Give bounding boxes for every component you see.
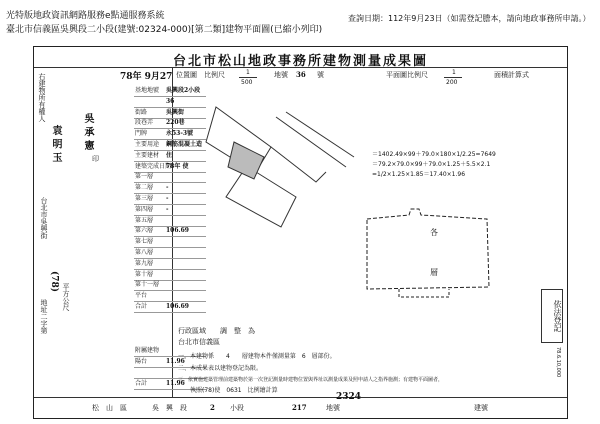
land-number-suffix: 號 [317,71,324,79]
plan-scale-label: 平面圖比例尺 [386,71,428,79]
row-label: 陽台 [135,358,148,365]
row-label: 基地地號 [135,87,160,94]
formula-line-1: ＝1402.49×99＋79.0×180×1/2.25=7649 [372,151,496,158]
row-value: 永53-3號 [166,130,194,138]
registration-stamp: 依法登記 [541,289,563,343]
side-note: 78.6.10,000 [555,347,561,378]
row-value: 吳興段2小段 [166,87,201,94]
row-label: 合計 [135,303,148,310]
admin-district-value: 台北市信義區 [178,338,220,346]
applicant-name: 吳 承 憲 [82,113,93,150]
formula-line-2: ＝79.2×79.0×99＋79.0×1.25＋5.5×2.1 [372,161,491,168]
row-label: 第一層 [135,173,154,181]
row-label: 附屬建物 [135,347,160,354]
formula-line-3: =1/2×1.25×1.85＝17.40×1.96 [372,171,466,178]
row-label: 主要用途 [135,141,160,148]
row-label: 街路 [135,108,148,116]
date-stamp: 78年 9月27 [120,72,173,82]
floor-plan [359,207,494,302]
location-map [176,87,356,237]
row-label: 第七層 [135,238,154,246]
row-value: - [166,184,169,192]
land-number-value: 36 [296,70,306,79]
owner-name-vertical: 袁 明 玉 [50,125,61,162]
address-vertical: 台北市吳興街 [40,197,48,239]
floor-char-2: 層 [430,268,438,277]
footer-build-label: 建號 [474,404,488,412]
footer-district: 松 山 區 [92,404,127,412]
title-rule [34,67,567,68]
owner-title-vertical: 右建物所有權人 [38,73,46,122]
row-value: 住 [166,151,173,159]
plan-scale-top: 1 [452,69,456,76]
row-value: 106.69 [166,303,189,310]
unit-vertical: 平方公尺 [62,283,70,311]
query-date: 查詢日期：112年9月23日（如需登記謄本，請向地政事務所申請。） [348,14,591,23]
document-title: 台北市松山地政事務所建物測量成果圖 [172,54,428,69]
land-number-label: 地號 [274,71,288,79]
row-label: 第五層 [135,216,154,224]
row-label: 第十層 [135,270,154,278]
footer-section: 吳 興 段 [152,404,187,412]
admin-district-label: 行政區域 調 整 為 [178,327,255,335]
plan-scale-bottom: 200 [446,79,458,86]
footer-build-number: 2324 [336,392,362,402]
plan-scale-bar [444,77,462,78]
location-map-label: 位置圖 比例尺 [176,71,225,79]
row-value: - [166,205,169,213]
row-label: 段巷弄 [135,119,154,127]
seal: 印 [92,155,99,163]
footer-sub-number: 2 [210,403,215,412]
row-value: 吳興街 [166,108,185,116]
table-row [134,301,206,313]
row-label: 平台 [135,292,148,300]
row-label: 第六層 [135,227,154,235]
row-value: 11.96 [166,358,185,365]
row-value: 11.96 [166,380,185,387]
footer-sub-label: 小段 [230,404,244,412]
row-label: 第九層 [135,259,154,267]
location-scale-top: 1 [246,69,250,76]
location-scale-bottom: 500 [241,79,253,86]
row-value: 220巷 [166,119,185,127]
footer-land-number: 217 [292,403,307,412]
row-label: 第四層 [135,205,154,213]
header-line-2: 臺北市信義區吳興段二小段(建號:02324-000)[第二類]建物平面圖(已縮小列印) [6,25,323,35]
location-scale-bar [239,77,257,78]
note-4: 執照(78)使 0631 比例繪計算 [190,387,278,394]
row-value: 36 [166,97,175,105]
note-1: 一、本建物係 4 層建物本件僅測量第 6 層部份。 [178,353,336,360]
row-label: 第三層 [135,195,154,202]
floor-char-1: 各 [430,228,438,237]
note-2: 二、本成果表以建物登記為限。 [178,365,263,372]
row-value: 鋼筋混凝土造 [166,141,203,148]
row-label: 門牌 [135,130,148,138]
row-label: 建築完成日期 [135,162,172,170]
row-label: 第二層 [135,184,154,192]
row-value: - [166,195,169,202]
row-value: 78年 使 [166,162,189,170]
row-value: 106.69 [166,227,189,235]
survey-document [33,46,568,419]
header-line-1: 光特版地政資訊網路服務e點通服務系統 [6,11,165,21]
note-3: 三、依實施建築管理前建築物於第一次登記測量時建物位置與界址以測量成果及照申請人之指界施測；有建物平面圖者， [178,377,444,383]
doc-number-vertical: (78) [49,271,59,293]
row-label: 第八層 [135,249,154,256]
row-label: 合計 [135,380,148,387]
area-calc-label: 面積計算式 [494,71,529,79]
row-label: 第十一層 [135,281,160,289]
footer-land-label: 地號 [326,404,340,412]
addr2-vertical: 地址二字第 [40,299,48,334]
row-label: 主要建材 [135,151,160,159]
footer-rule [34,397,567,398]
